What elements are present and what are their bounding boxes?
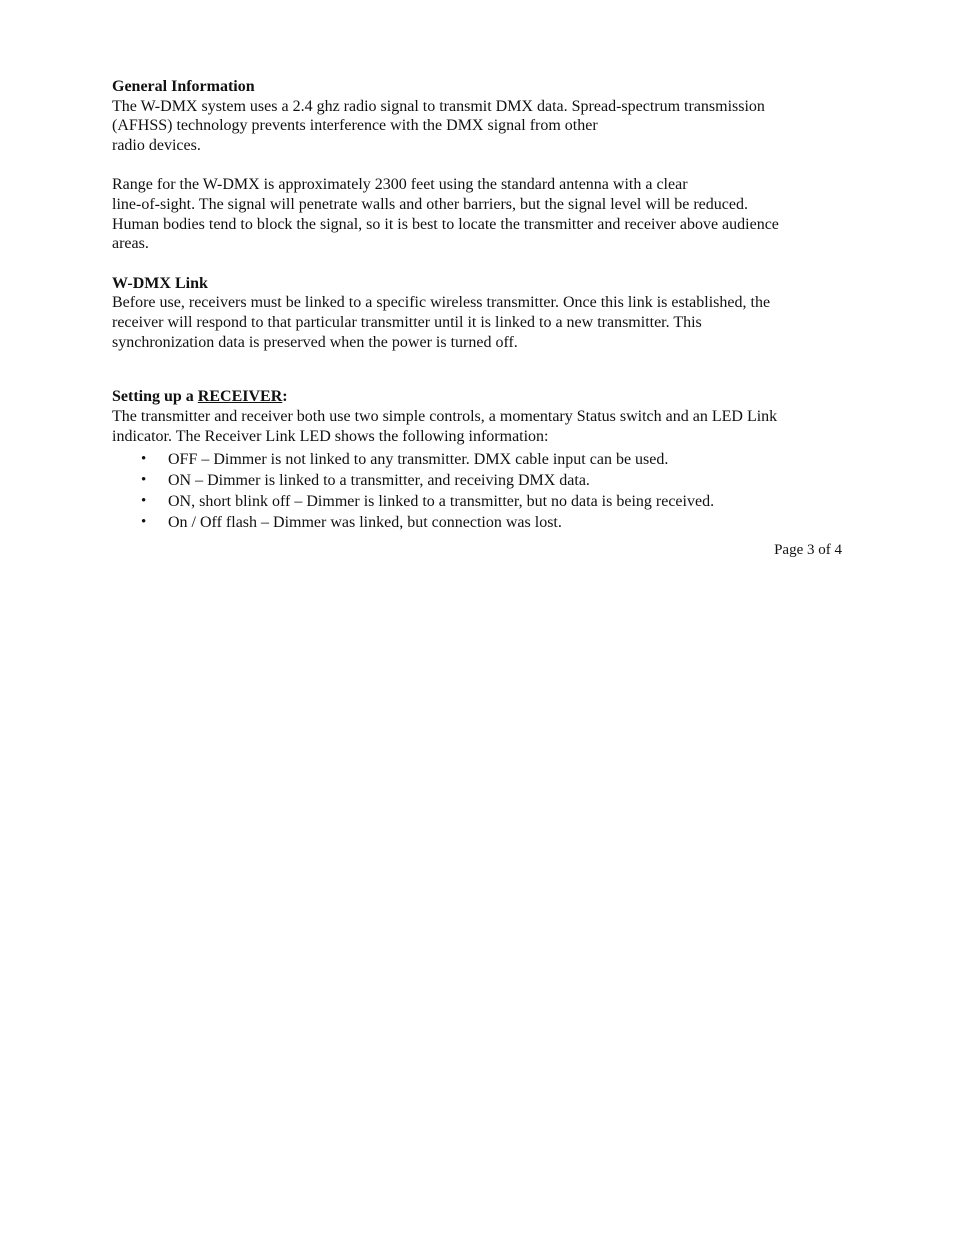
list-item — [112, 491, 842, 512]
text-line: Range for the W-DMX is approximately 2300 feet using the standard antenna with a clear — [112, 176, 688, 194]
heading-emphasis: RECEIVER — [197, 388, 283, 406]
document-page — [112, 77, 842, 560]
list-item — [112, 470, 842, 491]
text-line: radio devices. — [112, 137, 201, 155]
section-range — [112, 175, 842, 254]
section-general-information — [112, 77, 842, 156]
list-item — [112, 512, 842, 533]
bullet-icon: • — [141, 513, 147, 530]
heading-suffix: : — [282, 388, 288, 406]
bullet-icon: • — [141, 471, 147, 488]
text-line: synchronization data is preserved when the power is turned off. — [112, 333, 518, 351]
led-status-list — [112, 449, 842, 533]
bullet-icon: • — [141, 492, 147, 509]
section-heading: W-DMX Link — [112, 274, 208, 292]
list-item-text: OFF – Dimmer is not linked to any transmitter. DMX cable input can be used. — [168, 450, 669, 468]
text-line: indicator. The Receiver Link LED shows the following information: — [112, 427, 549, 445]
paragraph-link — [112, 293, 842, 352]
text-line: Human bodies tend to block the signal, so it is best to locate the transmitter and receiver above audience — [112, 215, 779, 233]
paragraph-general — [112, 97, 842, 156]
text-line: (AFHSS) technology prevents interference with the DMX signal from other — [112, 117, 598, 135]
text-line: The transmitter and receiver both use two simple controls, a momentary Status switch and an LED Link — [112, 408, 778, 426]
text-line: Before use, receivers must be linked to a specific wireless transmitter. Once this link is established, the — [112, 294, 771, 312]
paragraph-range — [112, 175, 842, 254]
section-heading: General Information — [112, 78, 255, 95]
text-line: The W-DMX system uses a 2.4 ghz radio signal to transmit DMX data. Spread-spectrum transmission — [112, 97, 765, 115]
text-line: receiver will respond to that particular transmitter until it is linked to a new transmitter. This — [112, 314, 702, 332]
text-line: line-of-sight. The signal will penetrate walls and other barriers, but the signal level will be reduced. — [112, 196, 748, 214]
section-heading — [112, 387, 842, 407]
heading-prefix: Setting up a — [112, 388, 198, 406]
list-item-text: ON – Dimmer is linked to a transmitter, and receiving DMX data. — [168, 471, 590, 489]
bullet-icon: • — [141, 450, 147, 467]
list-item — [112, 449, 842, 470]
section-wdmx-link — [112, 274, 842, 353]
text-line: areas. — [112, 235, 149, 253]
list-item-text: On / Off flash – Dimmer was linked, but connection was lost. — [168, 513, 562, 531]
section-setting-up-receiver — [112, 387, 842, 532]
page-number: Page 3 of 4 — [774, 541, 842, 558]
paragraph-receiver — [112, 407, 842, 446]
list-item-text: ON, short blink off – Dimmer is linked to a transmitter, but no data is being received. — [168, 492, 715, 510]
